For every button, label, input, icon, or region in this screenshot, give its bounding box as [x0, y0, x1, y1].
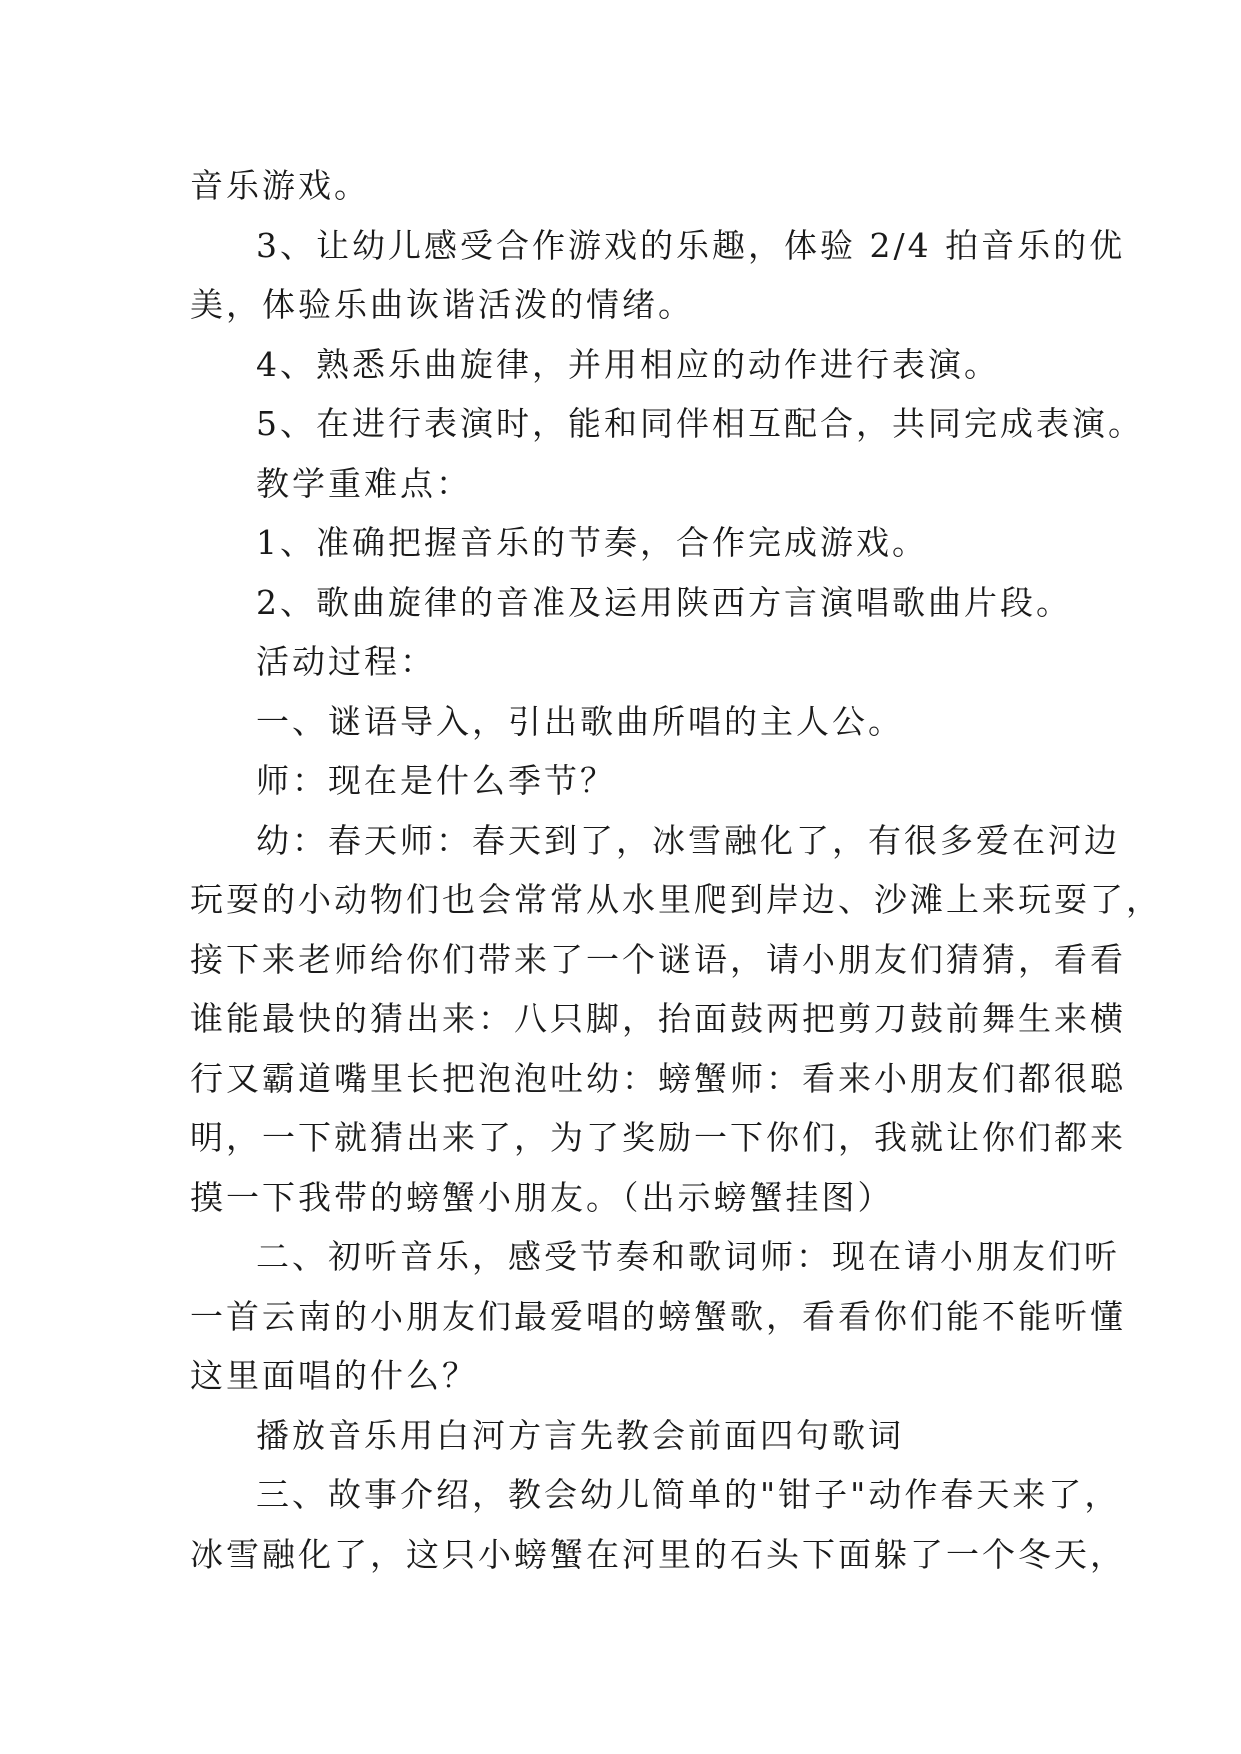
text-line: 冰雪融化了，这只小螃蟹在河里的石头下面躲了一个冬天， — [190, 1534, 1126, 1574]
section-heading: 活动过程： — [256, 642, 436, 681]
text-line: 4、熟悉乐曲旋律，并用相应的动作进行表演。 — [256, 344, 1000, 384]
text-line: 播放音乐用白河方言先教会前面四句歌词 — [256, 1415, 904, 1455]
text-line: 美，体验乐曲诙谐活泼的情绪。 — [190, 285, 694, 324]
text-line: 幼：春天师：春天到了，冰雪融化了，有很多爱在河边 — [256, 820, 1120, 860]
text-line: 5、在进行表演时，能和同伴相互配合，共同完成表演。 — [256, 404, 1144, 443]
text-line: 谁能最快的猜出来：八只脚，抬面鼓两把剪刀鼓前舞生来横 — [190, 999, 1126, 1038]
document-body — [190, 156, 1162, 1584]
text-line: 2、歌曲旋律的音准及运用陕西方言演唱歌曲片段。 — [256, 582, 1072, 622]
text-line: 音乐游戏。 — [190, 166, 370, 205]
text-line: 摸一下我带的螃蟹小朋友。（出示螃蟹挂图） — [190, 1177, 894, 1217]
text-line: 这里面唱的什么？ — [190, 1356, 478, 1395]
text-line: 二、初听音乐，感受节奏和歌词师：现在请小朋友们听 — [256, 1237, 1120, 1276]
text-line: 1、准确把握音乐的节奏，合作完成游戏。 — [256, 523, 928, 562]
text-line: 三、故事介绍，教会幼儿简单的"钳子"动作春天来了， — [256, 1475, 1121, 1514]
text-line: 3、让幼儿感受合作游戏的乐趣，体验 2/4 拍音乐的优 — [256, 225, 1126, 265]
text-line: 一首云南的小朋友们最爱唱的螃蟹歌，看看你们能不能听懂 — [190, 1296, 1126, 1336]
text-line: 明，一下就猜出来了，为了奖励一下你们，我就让你们都来 — [190, 1118, 1126, 1157]
text-line: 师：现在是什么季节？ — [256, 761, 616, 800]
section-heading: 教学重难点： — [256, 463, 472, 503]
text-line: 一、谜语导入，引出歌曲所唱的主人公。 — [256, 701, 904, 741]
text-line: 接下来老师给你们带来了一个谜语，请小朋友们猜猜，看看 — [190, 939, 1126, 979]
text-line: 玩耍的小动物们也会常常从水里爬到岸边、沙滩上来玩耍了， — [190, 880, 1162, 919]
text-line: 行又霸道嘴里长把泡泡吐幼：螃蟹师：看来小朋友们都很聪 — [190, 1058, 1126, 1098]
